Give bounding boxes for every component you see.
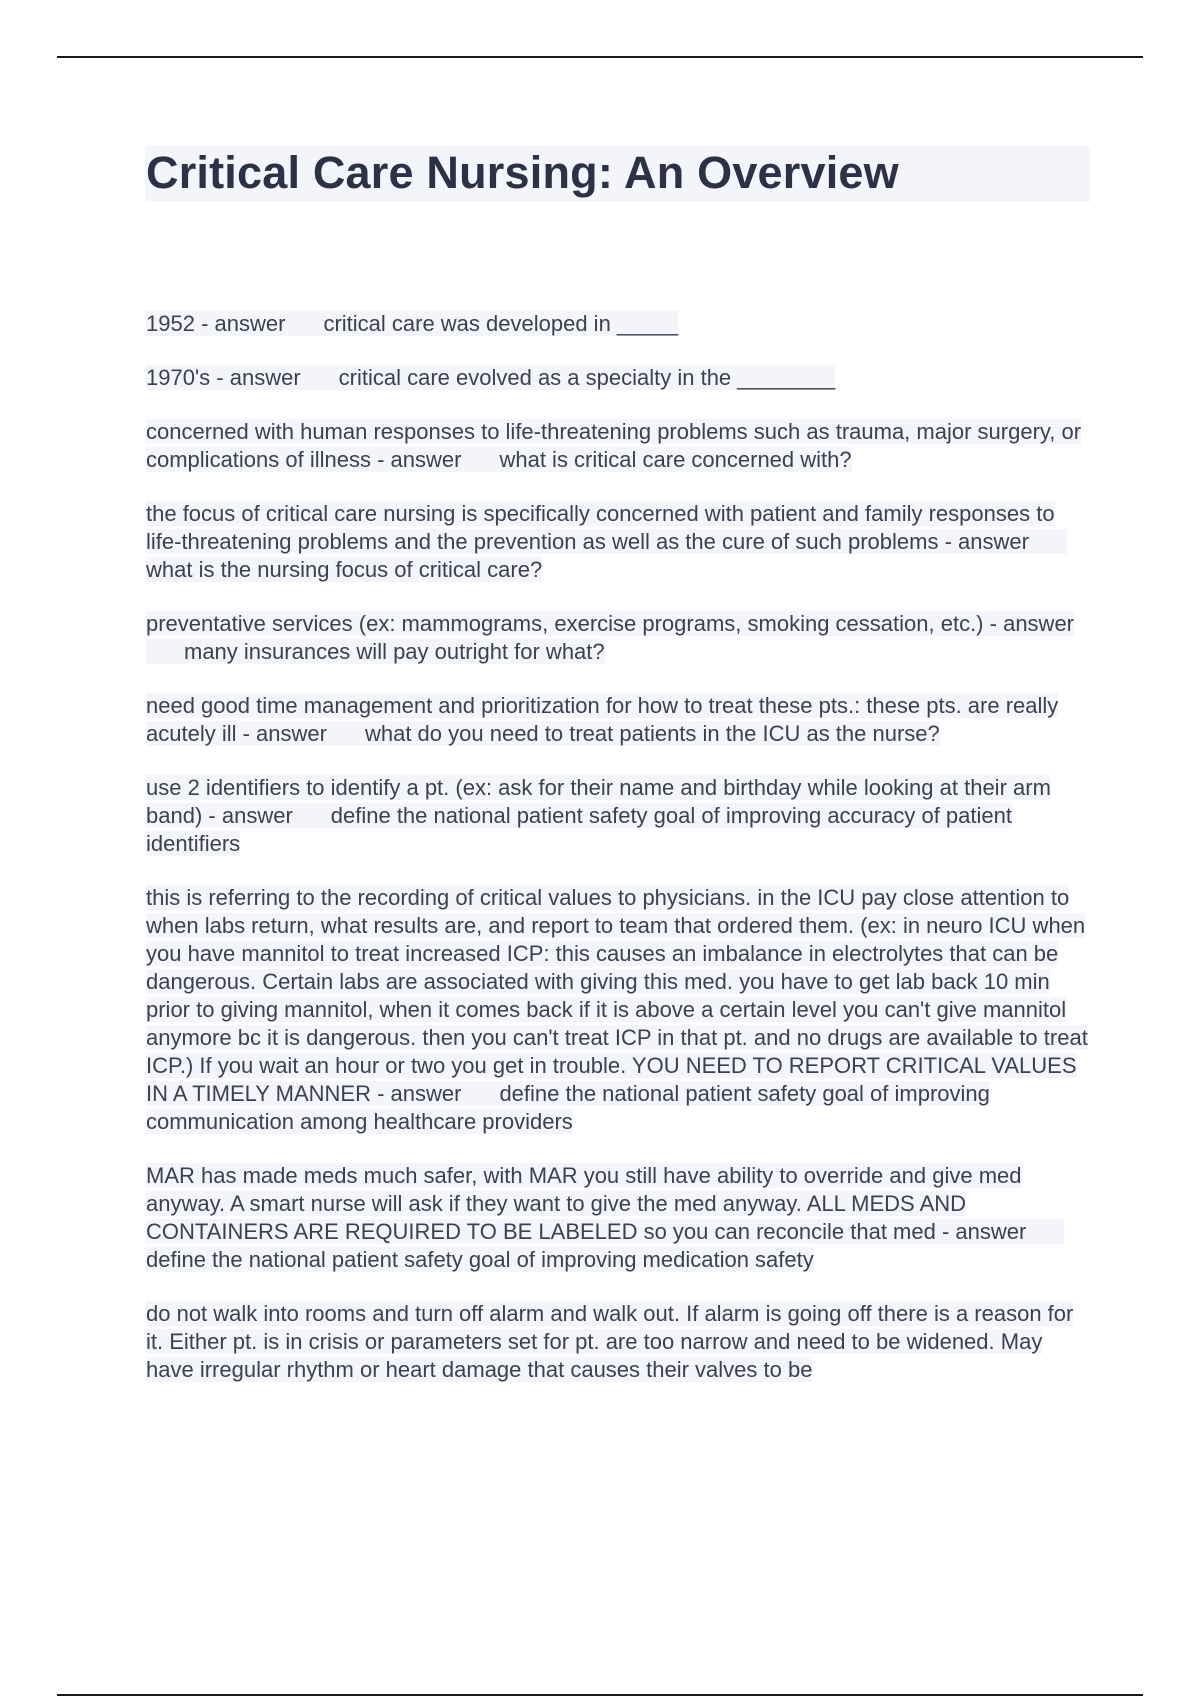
flashcard [146,500,1096,584]
flashcard [146,418,1096,474]
answer-separator: - answer [216,365,301,390]
flashcard-term: 1952 [146,311,195,336]
top-rule [57,56,1143,58]
flashcard [146,774,1096,858]
flashcard [146,692,1096,748]
answer-separator: - answer [201,311,286,336]
flashcard-text [146,311,678,336]
flashcard-term: need good time management and prioritization for how to treat these pts.: these pts. are really acutely ill [146,693,1059,746]
flashcard-definition: define the national patient safety goal of improving communication among healthcare providers [146,1081,990,1134]
answer-separator: - answer [941,1219,1027,1244]
answer-separator: - answer [242,721,327,746]
flashcard-definition: what is critical care concerned with? [499,447,852,472]
flashcard-text [146,1163,1064,1272]
flashcard-definition: many insurances will pay outright for what? [184,639,605,664]
answer-separator: - answer [377,1081,462,1106]
flashcard-term: MAR has made meds much safer, with MAR you still have ability to override and give med anyway. A smart nurse will ask if they want to give the med anyway. ALL MEDS AND CONTAINERS ARE REQUIRED TO BE LABELED so you can reconcile that med [146,1163,1022,1244]
answer-separator: - answer [989,611,1074,636]
flashcard-term: do not walk into rooms and turn off alarm and walk out. If alarm is going off there is a reason for it. Either pt. is in crisis or parameters set for pt. are too narrow and need to be widened. May have irregular rhythm or heart damage that causes their valves to be [146,1301,1074,1382]
flashcard [146,884,1096,1136]
answer-separator: - answer [377,447,462,472]
flashcard [146,1162,1096,1274]
flashcard-list [146,310,1096,1410]
flashcard-term: the focus of critical care nursing is specifically concerned with patient and family responses to life-threatening problems and the prevention as well as the cure of such problems [146,501,1055,554]
flashcard-term: this is referring to the recording of critical values to physicians. in the ICU pay close attention to when labs return, what results are, and report to team that ordered them. (ex: in neuro ICU when you have mannitol to treat increased ICP: this causes an imbalance in electrolytes that can be dangerous. Certain labs are associated with giving this med. you have to get lab back 10 min prior to giving mannitol, when it comes back if it is above a certain level you can't give mannitol anymore bc it is dangerous. then you can't treat ICP in that pt. and no drugs are available to treat ICP.) If you wait an hour or two you get in trouble. YOU NEED TO REPORT CRITICAL VALUES IN A TIMELY MANNER [146,885,1088,1106]
flashcard-text [146,365,835,390]
flashcard-text [146,419,1081,472]
flashcard-text [146,885,1088,1134]
flashcard [146,364,1096,392]
page-title: Critical Care Nursing: An Overview [146,147,899,198]
flashcard-term: preventative services (ex: mammograms, exercise programs, smoking cessation, etc.) [146,611,984,636]
flashcard-definition: critical care evolved as a specialty in the ________ [338,365,836,390]
flashcard [146,1300,1096,1384]
answer-separator: - answer [944,529,1029,554]
flashcard-definition: critical care was developed in _____ [323,311,679,336]
flashcard-definition: what is the nursing focus of critical care? [146,557,543,582]
flashcard-text [146,501,1067,582]
flashcard-definition: define the national patient safety goal of improving accuracy of patient identifiers [146,803,1012,856]
flashcard [146,310,1096,338]
flashcard-text [146,775,1051,856]
answer-separator: - answer [208,803,293,828]
flashcard-text [146,611,1074,664]
flashcard-term: 1970's [146,365,211,390]
flashcard-text [146,1301,1073,1382]
flashcard [146,610,1096,666]
flashcard-definition: what do you need to treat patients in the ICU as the nurse? [364,721,940,746]
flashcard-term: use 2 identifiers to identify a pt. (ex: ask for their name and birthday while looking at their arm band) [146,775,1051,828]
flashcard-text [146,693,1058,746]
flashcard-definition: define the national patient safety goal of improving medication safety [146,1247,814,1272]
bottom-rule [57,1694,1143,1696]
flashcard-term: concerned with human responses to life-threatening problems such as trauma, major surgery, or complications of illness [146,419,1082,472]
